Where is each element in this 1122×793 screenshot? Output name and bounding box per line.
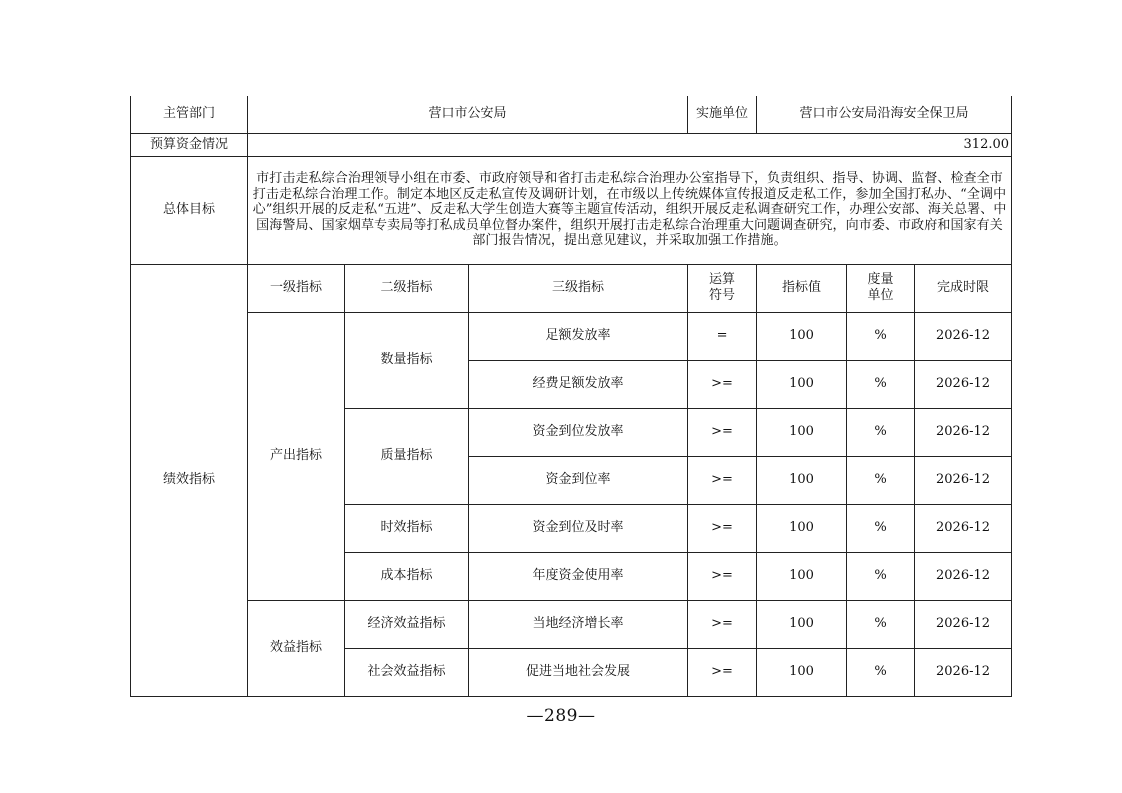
indicator-unit: % (847, 312, 915, 360)
header-unit-line2: 单位 (867, 288, 894, 303)
header-level1: 一级指标 (248, 264, 345, 312)
indicator-deadline: 2026-12 (915, 312, 1012, 360)
indicator-deadline: 2026-12 (915, 648, 1012, 696)
header-value: 指标值 (757, 264, 847, 312)
header-unit-line1: 度量 (867, 272, 894, 288)
indicator-operator: = (688, 312, 757, 360)
indicator-operator: >= (688, 648, 757, 696)
header-level3: 三级指标 (469, 264, 688, 312)
indicator-row (131, 312, 1012, 360)
indicator-value: 100 (757, 456, 847, 504)
indicator-value: 100 (757, 408, 847, 456)
header-deadline: 完成时限 (915, 264, 1012, 312)
indicator-operator: >= (688, 504, 757, 552)
budget-row (131, 133, 1012, 156)
indicator-name: 资金到位率 (469, 456, 688, 504)
indicator-unit: % (847, 408, 915, 456)
indicator-unit: % (847, 504, 915, 552)
indicator-unit: % (847, 456, 915, 504)
subgroup-economic: 经济效益指标 (345, 600, 469, 648)
group-output: 产出指标 (248, 312, 345, 600)
impl-label: 实施单位 (688, 96, 757, 133)
indicator-name: 足额发放率 (469, 312, 688, 360)
indicator-operator: >= (688, 456, 757, 504)
page-number: —289— (526, 706, 596, 726)
indicator-deadline: 2026-12 (915, 504, 1012, 552)
subgroup-social: 社会效益指标 (345, 648, 469, 696)
indicator-deadline: 2026-12 (915, 552, 1012, 600)
indicator-value: 100 (757, 504, 847, 552)
subgroup-quantity: 数量指标 (345, 312, 469, 408)
indicator-unit: % (847, 600, 915, 648)
goal-row (131, 156, 1012, 264)
indicator-row (131, 600, 1012, 648)
indicator-name: 年度资金使用率 (469, 552, 688, 600)
indicator-deadline: 2026-12 (915, 408, 1012, 456)
header-unit (847, 264, 915, 312)
indicator-name: 当地经济增长率 (469, 600, 688, 648)
indicator-name: 资金到位发放率 (469, 408, 688, 456)
indicator-value: 100 (757, 360, 847, 408)
budget-value: 312.00 (248, 133, 1012, 156)
indicator-operator: >= (688, 552, 757, 600)
dept-value: 营口市公安局 (248, 96, 688, 133)
header-operator-line1: 运算 (709, 272, 736, 288)
goal-text: 市打击走私综合治理领导小组在市委、市政府领导和省打击走私综合治理办公室指导下，负责组织、指导、协调、监督、检查全市打击走私综合治理工作。制定本地区反走私宣传及调研计划，在市级以上传统媒体宣传报道反走私工作，参加全国打私办、“全调中心”组织开展的反走私“五进”、反走私大学生创造大赛等主题宣传活动，组织开展反走私调查研究工作，办理公安部、海关总署、中国海警局、国家烟草专卖局等打私成员单位督办案件，组织开展打击走私综合治理重大问题调查研究，向市委、市政府和国家有关部门报告情况，提出意见建议，并采取加强工作措施。 (248, 156, 1012, 264)
indicator-name: 促进当地社会发展 (469, 648, 688, 696)
indicator-unit: % (847, 360, 915, 408)
dept-label: 主管部门 (131, 96, 248, 133)
indicator-operator: >= (688, 408, 757, 456)
subgroup-cost: 成本指标 (345, 552, 469, 600)
header-operator-line2: 符号 (709, 288, 736, 303)
budget-label: 预算资金情况 (131, 133, 248, 156)
performance-table (130, 96, 1012, 697)
indicator-operator: >= (688, 600, 757, 648)
group-benefit: 效益指标 (248, 600, 345, 696)
indicator-deadline: 2026-12 (915, 360, 1012, 408)
indicator-value: 100 (757, 312, 847, 360)
header-operator (688, 264, 757, 312)
indicator-unit: % (847, 552, 915, 600)
indicator-deadline: 2026-12 (915, 456, 1012, 504)
subgroup-timeliness: 时效指标 (345, 504, 469, 552)
perf-header-row (131, 264, 1012, 312)
indicator-deadline: 2026-12 (915, 600, 1012, 648)
impl-value: 营口市公安局沿海安全保卫局 (757, 96, 1012, 133)
goal-label: 总体目标 (131, 156, 248, 264)
indicator-unit: % (847, 648, 915, 696)
dept-row (131, 96, 1012, 133)
subgroup-quality: 质量指标 (345, 408, 469, 504)
perf-label: 绩效指标 (131, 264, 248, 696)
indicator-value: 100 (757, 552, 847, 600)
indicator-value: 100 (757, 600, 847, 648)
indicator-name: 经费足额发放率 (469, 360, 688, 408)
indicator-operator: >= (688, 360, 757, 408)
indicator-name: 资金到位及时率 (469, 504, 688, 552)
header-level2: 二级指标 (345, 264, 469, 312)
indicator-value: 100 (757, 648, 847, 696)
